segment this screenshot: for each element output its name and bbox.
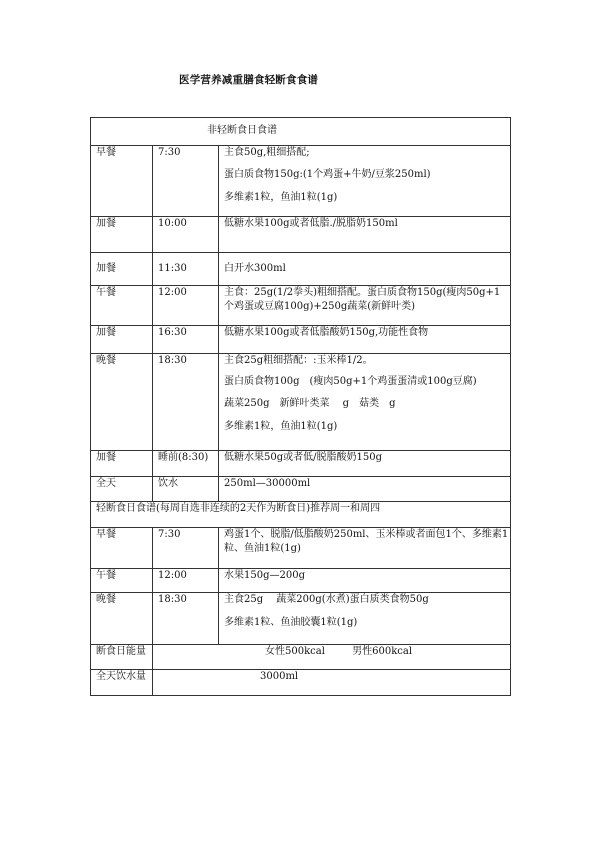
table-row: [91, 569, 511, 593]
water-label: 全天饮水量: [91, 670, 153, 696]
time-cell: 18:30: [153, 593, 219, 645]
detail-cell: [219, 593, 511, 645]
time-cell: 12:00: [153, 286, 219, 326]
detail-line: 多维素1粒，鱼油1粒(1g): [224, 192, 338, 203]
time-cell: 11:30: [153, 253, 219, 286]
detail-line: 多维素1粒、鱼油胶囊1粒(1g): [224, 617, 358, 628]
time-cell: 10:00: [153, 217, 219, 253]
table-row: [91, 451, 511, 477]
table-row: [91, 670, 511, 696]
section-header-row: [91, 502, 511, 528]
time-cell: 7:30: [153, 528, 219, 569]
detail-line: 鸡蛋1个、脱脂/低脂酸奶250ml、玉米棒或者面包1个、多维素1粒、鱼油1粒(1g): [224, 529, 509, 554]
table-row: [91, 477, 511, 502]
fasting-header: 轻断食日食谱(每周自选非连续的2天作为断食日)推荐周一和周四: [91, 502, 511, 528]
time-cell: 7:30: [153, 146, 219, 217]
meal-cell: 加餐: [91, 451, 153, 477]
detail-cell: [219, 477, 511, 502]
time-cell: 睡前(8:30): [153, 451, 219, 477]
detail-line: 白开水300ml: [224, 263, 286, 274]
detail-line: 主食25g 蔬菜200g(水煮)蛋白质类食物50g: [224, 594, 429, 605]
table-row: [91, 645, 511, 670]
detail-cell: [219, 286, 511, 326]
meal-plan-table: [90, 117, 511, 696]
detail-cell: [219, 253, 511, 286]
energy-label: 断食日能量: [91, 645, 153, 670]
detail-line: 低糖水果100g或者低脂./脱脂奶150ml: [224, 218, 398, 229]
detail-line: 低糖水果50g或者低/脱脂酸奶150g: [224, 452, 382, 463]
detail-cell: [219, 217, 511, 253]
detail-line: 主食25g粗细搭配：:玉米棒1/2。: [224, 355, 373, 366]
detail-cell: [219, 146, 511, 217]
energy-values: [153, 645, 511, 670]
meal-cell: 晚餐: [91, 593, 153, 645]
time-cell: 18:30: [153, 354, 219, 451]
meal-cell: 早餐: [91, 528, 153, 569]
detail-cell: [219, 569, 511, 593]
table-row: [91, 528, 511, 569]
detail-line: 多维素1粒，鱼油1粒(1g): [224, 421, 338, 432]
water-amount: 3000ml: [260, 671, 299, 682]
detail-line: 水果150g—200g: [224, 570, 305, 581]
meal-cell: 早餐: [91, 146, 153, 217]
time-cell: 饮水: [153, 477, 219, 502]
table-row: [91, 217, 511, 253]
meal-cell: 加餐: [91, 253, 153, 286]
meal-cell: 午餐: [91, 286, 153, 326]
table-row: [91, 253, 511, 286]
detail-cell: [219, 528, 511, 569]
energy-female: 女性500kcal: [265, 646, 325, 657]
detail-line: 主食50g,粗细搭配;: [224, 147, 310, 158]
time-cell: 12:00: [153, 569, 219, 593]
detail-line: 250ml—30000ml: [224, 478, 311, 489]
section-header-row: [91, 118, 511, 146]
non-fasting-header: 非轻断食日食谱: [91, 118, 511, 146]
time-cell: 16:30: [153, 326, 219, 354]
water-value: [153, 670, 511, 696]
meal-cell: 全天: [91, 477, 153, 502]
detail-cell: [219, 354, 511, 451]
table-row: [91, 146, 511, 217]
detail-line: 蔬菜250g 新鲜叶类菜 g 菇类 g: [224, 398, 396, 409]
detail-line: 蛋白质食物150g:(1个鸡蛋+牛奶/豆浆250ml): [224, 169, 431, 180]
detail-cell: [219, 451, 511, 477]
table-row: [91, 326, 511, 354]
detail-cell: [219, 326, 511, 354]
meal-cell: 加餐: [91, 326, 153, 354]
energy-male: 男性600kcal: [352, 646, 413, 657]
table-row: [91, 354, 511, 451]
table-row: [91, 286, 511, 326]
meal-cell: 加餐: [91, 217, 153, 253]
table-row: [91, 593, 511, 645]
meal-cell: 午餐: [91, 569, 153, 593]
detail-line: 蛋白质食物100g (瘦肉50g+1个鸡蛋蛋清或100g豆腐): [224, 376, 477, 387]
detail-line: 主食：25g(1/2拳头)粗细搭配。蛋白质食物150g(瘦肉50g+1个鸡蛋或豆腐100g)+250g蔬菜(新鲜叶类): [224, 287, 501, 312]
meal-cell: 晚餐: [91, 354, 153, 451]
detail-line: 低糖水果100g或者低脂酸奶150g,功能性食物: [224, 327, 429, 338]
document-title: 医学营养减重膳食轻断食食谱: [179, 74, 319, 86]
